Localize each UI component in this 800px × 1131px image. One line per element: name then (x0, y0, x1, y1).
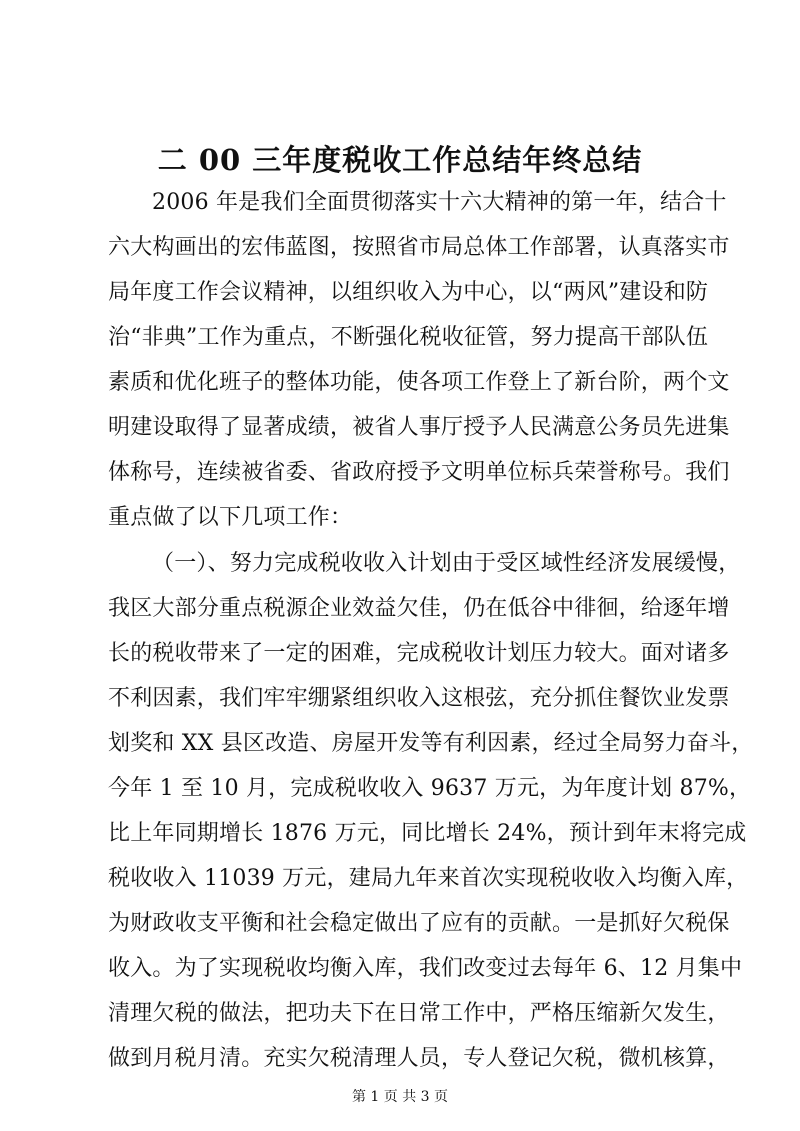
body-line-5: 素质和优化班子的整体功能，使各项工作登上了新台阶，两个文 (108, 370, 730, 395)
body-line-3: 局年度工作会议精神，以组织收入为中心，以“两风”建设和防 (108, 280, 709, 305)
body-line-14: 今年 1 至 10 月，完成税收收入 9637 万元，为年度计划 87%， (108, 776, 752, 801)
body-line-19: 清理欠税的做法，把功夫下在日常工作中，严格压缩新欠发生， (108, 1001, 730, 1026)
body-line-2: 六大构画出的宏伟蓝图，按照省市局总体工作部署，认真落实市 (108, 235, 730, 260)
body-line-10: 我区大部分重点税源企业效益欠佳，仍在低谷中徘徊，给逐年增 (108, 596, 730, 621)
body-line-6: 明建设取得了显著成绩，被省人事厅授予人民满意公务员先进集 (108, 415, 730, 440)
body-line-1: 2006 年是我们全面贯彻落实十六大精神的第一年，结合十 (152, 190, 727, 215)
body-line-7: 体称号，连续被省委、省政府授予文明单位标兵荣誉称号。我们 (108, 460, 730, 485)
body-line-12: 不利因素，我们牢牢绷紧组织收入这根弦，充分抓住餐饮业发票 (108, 686, 730, 711)
body-line-9: （一）、努力完成税收收入计划由于受区域性经济发展缓慢， (152, 551, 741, 576)
body-line-20: 做到月税月清。充实欠税清理人员，专人登记欠税，微机核算， (108, 1046, 730, 1071)
body-line-13: 划奖和 XX 县区改造、房屋开发等有利因素，经过全局努力奋斗， (108, 731, 754, 756)
body-line-17: 为财政收支平衡和社会稳定做出了应有的贡献。一是抓好欠税保 (108, 911, 730, 936)
document-title: 二 00 三年度税收工作总结年终总结 (157, 143, 643, 177)
body-line-15: 比上年同期增长 1876 万元，同比增长 24%，预计到年末将完成 (108, 821, 747, 846)
body-line-4: 治“非典”工作为重点，不断强化税收征管，努力提高干部队伍 (108, 325, 709, 350)
body-line-16: 税收收入 11039 万元，建局九年来首次实现税收收入均衡入库， (108, 866, 749, 891)
body-line-8: 重点做了以下几项工作： (108, 505, 353, 530)
body-line-18: 收入。为了实现税收均衡入库，我们改变过去每年 6、12 月集中 (108, 956, 743, 981)
body-line-11: 长的税收带来了一定的困难，完成税收计划压力较大。面对诸多 (108, 641, 730, 666)
page-footer: 第 1 页 共 3 页 (351, 1089, 449, 1105)
